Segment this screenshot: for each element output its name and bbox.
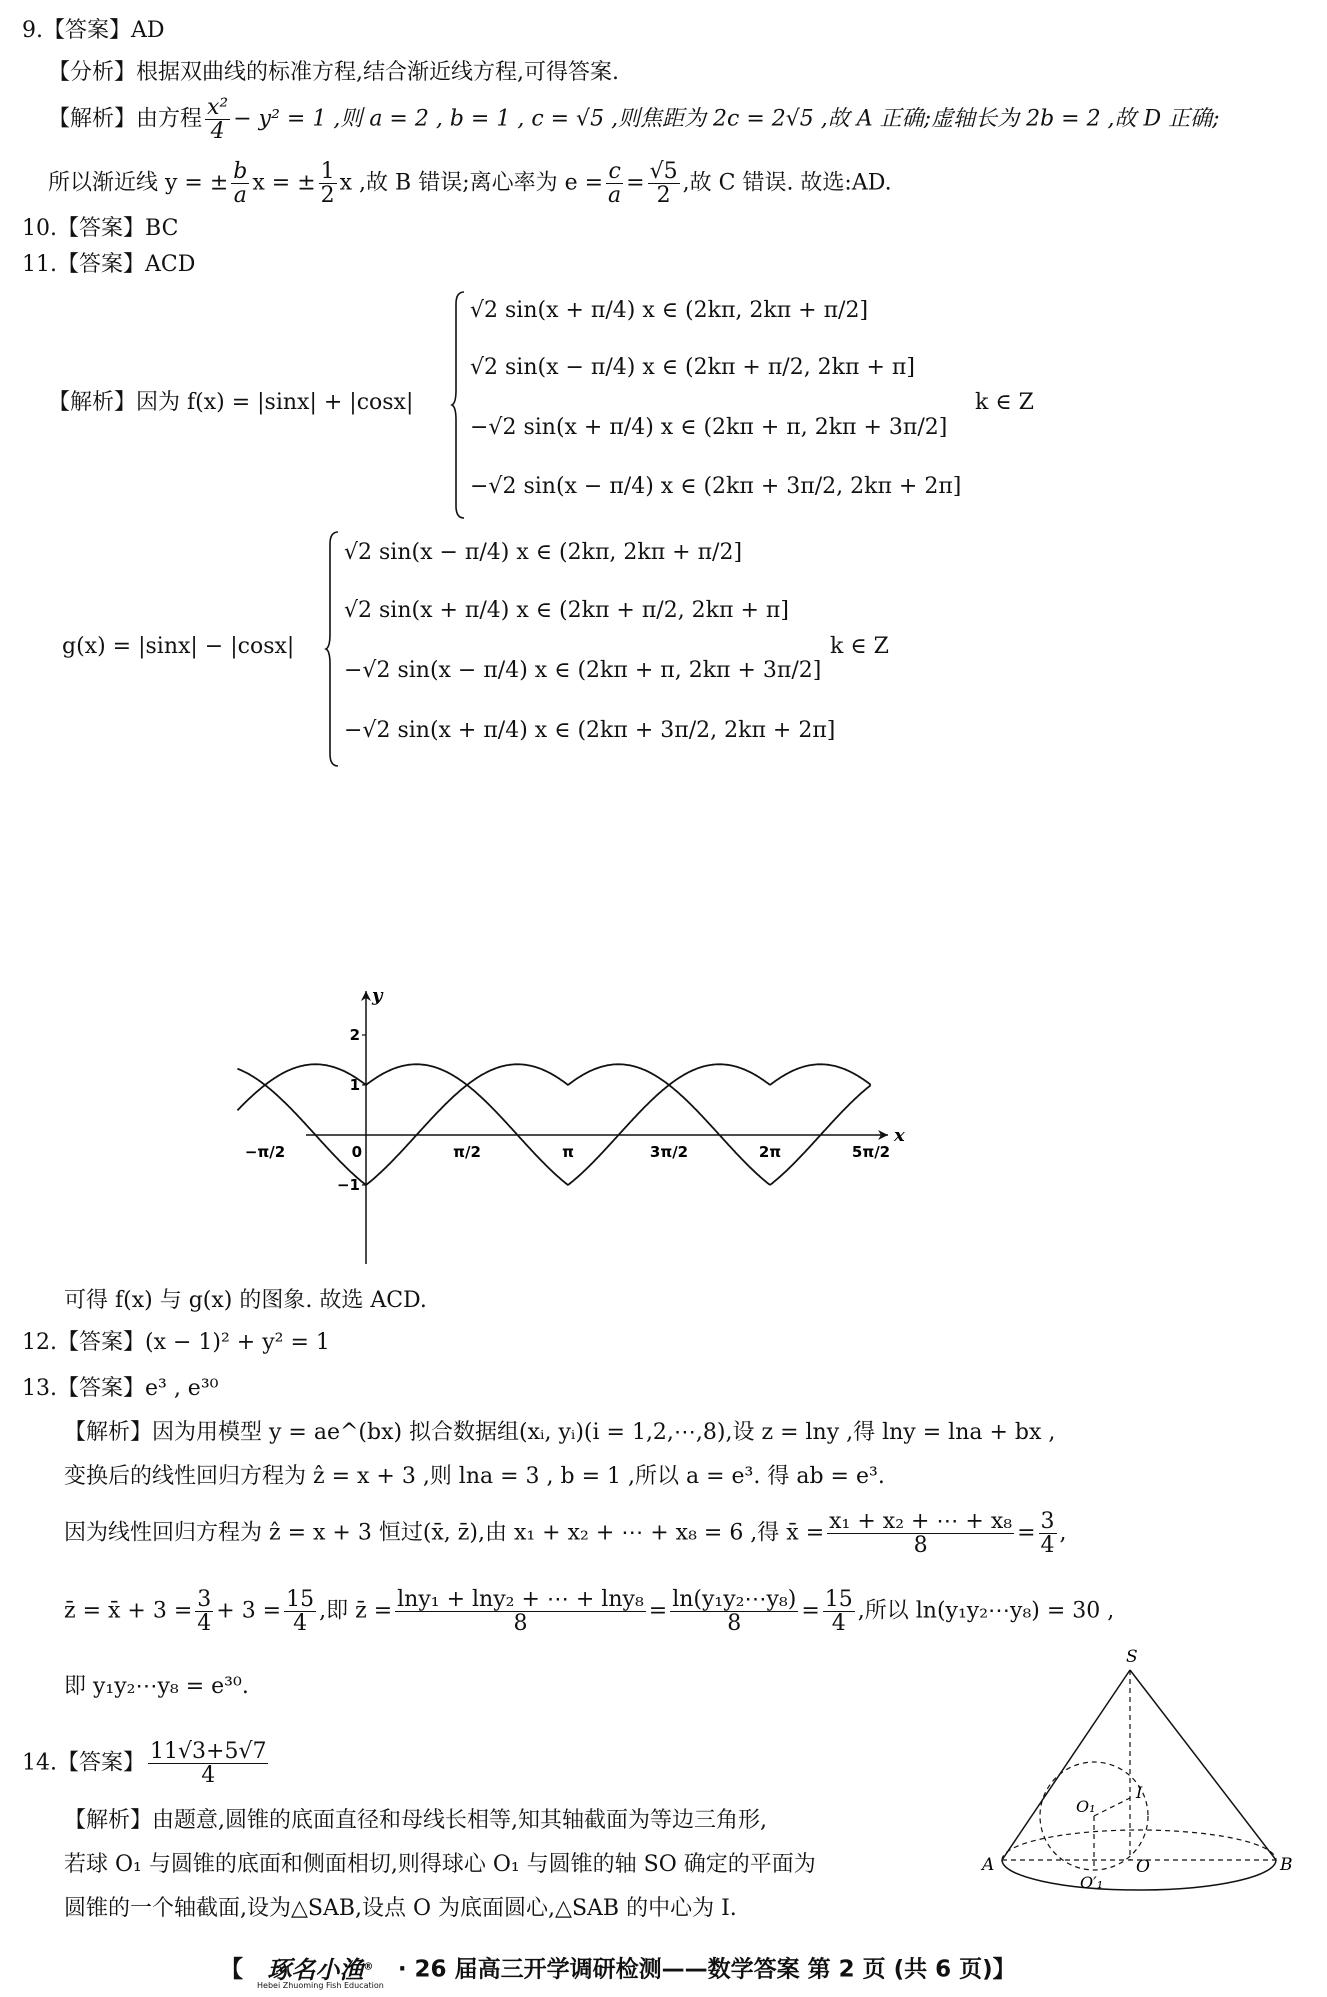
q9-solution-line2: 所以渐近线 y = ± $\frac{b}{a}$ x = ± $\frac{1}{2}$ x ,故 B 错误;离心率为 e = $\frac{c}{a}$ = $\frac{√5}{2}$ ,故 C 错误. 故选:AD. xyxy=(48,159,892,209)
x-tick-label: 5π/2 xyxy=(851,1143,891,1161)
q11-g-intro: g(x) = |sinx| − |cosx| xyxy=(62,634,295,659)
label-o1-prime: O′₁ xyxy=(1080,1873,1104,1892)
q9-sol1-rest: − y² = 1 ,则 a = 2 , b = 1 , c = √5 ,则焦距为 2c = 2√5 ,故 A 正确;虚轴长为 2b = 2 ,故 D 正确; xyxy=(233,106,1220,132)
q9-frac-1-2: $\frac{1}{2}$ xyxy=(320,159,335,209)
q9-frac-c-a: $\frac{c}{a}$ xyxy=(608,159,622,209)
x-tick-label: π/2 xyxy=(453,1143,481,1161)
q9-analysis: 【分析】根据双曲线的标准方程,结合渐近线方程,可得答案. xyxy=(48,60,619,85)
label-o1: O₁ xyxy=(1076,1797,1096,1816)
q13-line1: 【解析】因为用模型 y = ae^(bx) 拟合数据组(xᵢ, yᵢ)(i = 1,2,⋯,8),设 z = lny ,得 lny = lna + bx , xyxy=(64,1420,1056,1445)
g-piece-3: −√2 sin(x − π/4) x ∈ (2kπ + π, 2kπ + 3π/2] xyxy=(344,658,822,683)
y-axis-label: y xyxy=(372,985,383,1006)
f-piece-1: √2 sin(x + π/4) x ∈ (2kπ, 2kπ + π/2] xyxy=(470,298,869,323)
q12-answer: 12.【答案】(x − 1)² + y² = 1 xyxy=(22,1330,330,1355)
cone-diagram xyxy=(980,1648,1310,1938)
x-tick-label: 2π xyxy=(758,1143,782,1161)
q9-frac-x2-4: $\frac{\text{x²}}{4}$ xyxy=(207,95,229,145)
q14-answer: 14.【答案】 $\frac{11√3+5√7}{4}$ xyxy=(22,1739,267,1789)
label-b: B xyxy=(1280,1855,1293,1875)
x-axis-label: x xyxy=(894,1125,905,1146)
q14-answer-frac: $\frac{11√3+5√7}{4}$ xyxy=(150,1739,267,1789)
g-piece-1: √2 sin(x − π/4) x ∈ (2kπ, 2kπ + π/2] xyxy=(344,540,743,565)
g-brace xyxy=(326,530,342,768)
q9-solution-line1 xyxy=(48,96,1220,143)
q13-line2: 变换后的线性回归方程为 ẑ = x + 3 ,则 lna = 3 , b = 1 ,所以 a = e³. 得 ab = e³. xyxy=(64,1464,885,1489)
y-tick-label: 1 xyxy=(349,1076,360,1094)
f-brace xyxy=(452,290,468,520)
x-tick-label: 0 xyxy=(351,1143,362,1161)
q9-answer: 9.【答案】AD xyxy=(22,18,165,43)
q11-answer: 11.【答案】ACD xyxy=(22,252,196,277)
label-s: S xyxy=(1126,1647,1138,1667)
q11-conclusion: 可得 f(x) 与 g(x) 的图象. 故选 ACD. xyxy=(64,1288,427,1313)
o1-i-segment xyxy=(1094,1798,1130,1816)
f-k-in-z: k ∈ Z xyxy=(975,390,1034,415)
x-tick-label: 3π/2 xyxy=(649,1143,689,1161)
q13-frac-mean: $\frac{\text{x₁ + x₂ + ⋯ + x₈}}{8}$ xyxy=(829,1509,1013,1559)
q10-answer: 10.【答案】BC xyxy=(22,216,179,241)
x-tick-label: π xyxy=(562,1143,574,1161)
q13-line4: z̄ = x̄ + 3 = $\frac{3}{4}$ + 3 = $\frac{15}{4}$ ,即 z̄ = $\frac{\text{lny₁ + lny₂ + ⋯ + lny₈}}{8}$ = $\frac{\text{ln(y₁y₂⋯y₈)}}{8}$ = $\frac{15}{4}$ ,所以 ln(y₁y₂⋯y₈) = 30 , xyxy=(64,1587,1115,1637)
q14-line3: 圆锥的一个轴截面,设为△SAB,设点 O 为底面圆心,△SAB 的中心为 I. xyxy=(64,1896,737,1921)
cone-edge-sb xyxy=(1130,1670,1276,1860)
g-piece-4: −√2 sin(x + π/4) x ∈ (2kπ + 3π/2, 2kπ + 2π] xyxy=(344,718,836,743)
f-piece-2: √2 sin(x − π/4) x ∈ (2kπ + π/2, 2kπ + π] xyxy=(470,355,915,380)
label-o: O xyxy=(1136,1857,1150,1877)
page-footer: 【 琢名小渔® Hebei Zhuoming Fish Education · 26 届高三开学调研检测——数学答案 第 2 页 (共 6 页)】 xyxy=(220,1950,1016,1990)
q9-frac-b-a: $\frac{b}{a}$ xyxy=(233,159,248,209)
q13-line5: 即 y₁y₂⋯y₈ = e³⁰. xyxy=(64,1674,249,1699)
f-piece-3: −√2 sin(x + π/4) x ∈ (2kπ + π, 2kπ + 3π/2] xyxy=(470,415,948,440)
q13-line3: 因为线性回归方程为 ẑ = x + 3 恒过(x̄, z̄),由 x₁ + x₂ + ⋯ + x₈ = 6 ,得 x̄ = $\frac{\text{x₁ + x₂ + ⋯ + x₈}}{8}$ = $\frac{3}{4}$ , xyxy=(64,1509,1067,1559)
label-a: A xyxy=(982,1855,995,1875)
series-f-line xyxy=(237,1064,870,1085)
q9-frac-sqrt5-2: $\frac{√5}{2}$ xyxy=(649,159,678,209)
fg-graph xyxy=(244,985,1066,1270)
q14-line2: 若球 O₁ 与圆锥的底面和侧面相切,则得球心 O₁ 与圆锥的轴 SO 确定的平面为 xyxy=(64,1852,816,1877)
g-piece-2: √2 sin(x + π/4) x ∈ (2kπ + π/2, 2kπ + π] xyxy=(344,598,789,623)
y-tick-label: 2 xyxy=(349,1026,360,1044)
x-tick-label: −π/2 xyxy=(244,1143,286,1161)
g-k-in-z: k ∈ Z xyxy=(830,634,889,659)
q14-line1: 【解析】由题意,圆锥的底面直径和母线长相等,知其轴截面为等边三角形, xyxy=(64,1808,767,1833)
q11-f-intro: 【解析】因为 f(x) = |sinx| + |cosx| xyxy=(48,390,414,415)
q13-frac-3-4: $\frac{3}{4}$ xyxy=(1040,1509,1055,1559)
q13-answer: 13.【答案】e³ , e³⁰ xyxy=(22,1376,219,1401)
brand-logo: 琢名小渔® Hebei Zhuoming Fish Education xyxy=(257,1955,384,1990)
f-piece-4: −√2 sin(x − π/4) x ∈ (2kπ + 3π/2, 2kπ + 2π] xyxy=(470,474,962,499)
q9-sol1-lead: 【解析】由方程 xyxy=(48,106,203,132)
label-i: I xyxy=(1136,1783,1143,1802)
y-tick-label: −1 xyxy=(336,1176,360,1194)
